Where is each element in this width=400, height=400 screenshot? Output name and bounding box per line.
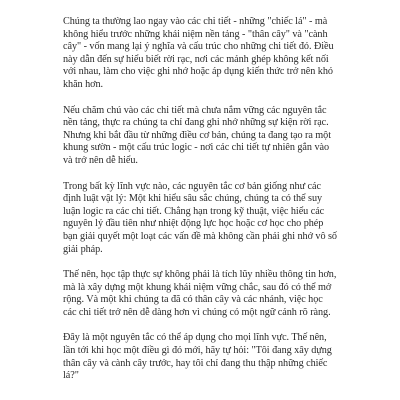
body-text [63, 16, 337, 383]
paragraph-1: Chúng ta thường lao ngay vào các chi tiết - những "chiếc lá" - mà không hiểu trước những khái niệm nền tảng - "thân cây" và "cành cây" - vốn mang lại ý nghĩa và cấu trúc cho những chi tiết đó. Điều này dẫn đến sự hiểu biết rời rạc, nơi các mảnh ghép không kết nối với nhau, làm cho việc ghi nhớ hoặc áp dụng kiến thức trở nên khó khăn hơn. [63, 16, 334, 90]
paragraph-2: Nếu chăm chú vào các chi tiết mà chưa nắm vững các nguyên tắc nền tảng, thực ra chúng ta chỉ đang ghi nhớ những sự kiện rời rạc. Nhưng khi bắt đầu từ những điều cơ bản, chúng ta đang tạo ra một khung sườn - một cấu trúc logic - nơi các chi tiết tự nhiên gắn vào và trở nên dễ hiểu. [63, 104, 332, 166]
paragraph-3: Trong bất kỳ lĩnh vực nào, các nguyên tắc cơ bản giống như các định luật vật lý: Một khi hiểu sâu sắc chúng, chúng ta có thể suy luận logic ra các chi tiết. Chẳng hạn trong kỹ thuật, việc hiểu các nguyên lý đầu tiên như nhiệt động lực học hoặc cơ học cho phép bạn giải quyết một loạt các vấn đề mà không cần phải ghi nhớ vô số giải pháp. [63, 180, 337, 255]
paragraph-4: Thế nên, học tập thực sự không phải là tích lũy nhiều thông tin hơn, mà là xây dựng một khung khái niệm vững chắc, sau đó có thể mở rộng. Và một khi chúng ta đã có thân cây và các nhánh, việc học các chi tiết trở nên dễ dàng hơn vì chúng có một ngữ cảnh rõ ràng. [63, 269, 337, 318]
paragraph-5: Đây là một nguyên tắc có thể áp dụng cho mọi lĩnh vực. Thế nên, lần tới khi học một điều gì đó mới, hãy tự hỏi: "Tôi đang xây dựng thân cây và cành cây trước, hay tôi chỉ đang thu thập những chiếc lá?" [63, 332, 332, 382]
